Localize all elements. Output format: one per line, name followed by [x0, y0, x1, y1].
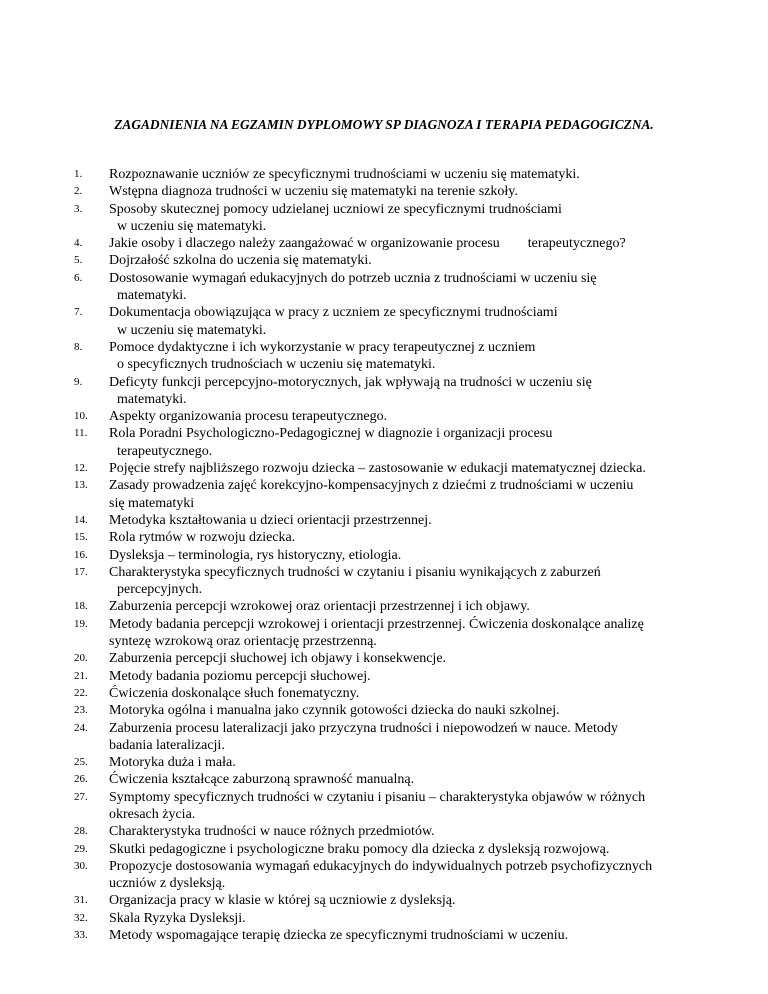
- list-item: [74, 408, 724, 425]
- list-item: [74, 720, 724, 755]
- list-item-text: Rola Poradni Psychologiczno-Pedagogicznej w diagnozie i organizacji procesu: [109, 426, 553, 442]
- list-item-number: 3.: [74, 202, 83, 215]
- list-item: [74, 754, 724, 771]
- list-item: [74, 529, 724, 546]
- list-item-number: 22.: [74, 686, 88, 699]
- list-item-text: Motoryka ogólna i manualna jako czynnik gotowości dziecka do nauki szkolnej.: [109, 703, 560, 719]
- list-item: [74, 201, 724, 236]
- list-item-number: 30.: [74, 859, 88, 872]
- list-item: [74, 685, 724, 702]
- list-item: [74, 668, 724, 685]
- list-item-text: uczniów z dysleksją.: [109, 876, 226, 892]
- list-item-number: 28.: [74, 825, 88, 838]
- list-item-text: Zaburzenia percepcji wzrokowej oraz orientacji przestrzennej i ich objawy.: [109, 599, 530, 615]
- list-item: [74, 547, 724, 564]
- list-item-text: Pomoce dydaktyczne i ich wykorzystanie w pracy terapeutycznej z uczniem: [109, 339, 536, 355]
- list-item: [74, 166, 724, 183]
- list-item: [74, 892, 724, 909]
- document-title: ZAGADNIENIA NA EGZAMIN DYPLOMOWY SP DIAGNOZA I TERAPIA PEDAGOGICZNA.: [114, 117, 654, 132]
- list-item-number: 9.: [74, 375, 83, 388]
- list-item-text: Motoryka duża i mała.: [109, 755, 236, 771]
- list-item-number: 26.: [74, 773, 88, 786]
- list-item-text: Charakterystyka trudności w nauce różnych przedmiotów.: [109, 824, 435, 840]
- list-item-text: Organizacja pracy w klasie w której są uczniowie z dysleksją.: [109, 893, 456, 909]
- list-item: [74, 910, 724, 927]
- topic-list: [74, 166, 724, 944]
- list-item-number: 8.: [74, 340, 83, 353]
- list-item-text: Deficyty funkcji percepcyjno-motorycznych, jak wpływają na trudności w uczeniu się: [109, 374, 592, 390]
- list-item: [74, 477, 724, 512]
- list-item-number: 31.: [74, 894, 88, 907]
- list-item: [74, 512, 724, 529]
- list-item-text: Skutki pedagogiczne i psychologiczne braku pomocy dla dziecka z dysleksją rozwojową.: [109, 841, 610, 857]
- list-item-number: 1.: [74, 168, 83, 180]
- list-item-text: Metody badania poziomu percepcji słuchowej.: [109, 668, 371, 684]
- list-item-text: okresach życia.: [109, 806, 196, 822]
- list-item-number: 11.: [74, 427, 88, 440]
- list-item-text: Symptomy specyficznych trudności w czytaniu i pisaniu – charakterystyka objawów w różnych: [109, 789, 646, 805]
- list-item-number: 17.: [74, 565, 88, 578]
- list-item: [74, 252, 724, 269]
- list-item-text: Metody wspomagające terapię dziecka ze specyficznymi trudnościami w uczeniu.: [109, 928, 569, 944]
- list-item-text: Rola rytmów w rozwoju dziecka.: [109, 530, 296, 546]
- list-item-text: Propozycje dostosowania wymagań edukacyjnych do indywidualnych potrzeb psychofizycznych: [109, 858, 653, 874]
- list-item: [74, 564, 724, 599]
- list-item-number: 33.: [74, 929, 88, 942]
- list-item-number: 25.: [74, 756, 88, 769]
- list-item: [74, 823, 724, 840]
- list-item-number: 13.: [74, 479, 88, 492]
- list-item-text: Metody badania percepcji wzrokowej i orientacji przestrzennej. Ćwiczenia doskonalące analizę: [109, 616, 644, 632]
- list-item-text: się matematyki: [109, 495, 195, 511]
- list-item-text: Ćwiczenia kształcące zaburzoną sprawność manualną.: [109, 772, 415, 788]
- list-item-number: 20.: [74, 652, 88, 665]
- list-item-text: Skala Ryzyka Dysleksji.: [109, 910, 246, 926]
- list-item-number: 10.: [74, 410, 88, 423]
- list-item: [74, 425, 724, 460]
- list-item-text: matematyki.: [117, 288, 187, 304]
- list-item-number: 2.: [74, 185, 83, 198]
- list-item-text: syntezę wzrokową oraz orientację przestrzenną.: [109, 634, 377, 650]
- list-item: [74, 858, 724, 893]
- list-item-number: 14.: [74, 513, 88, 526]
- list-item-number: 19.: [74, 617, 88, 630]
- list-item: [74, 235, 724, 252]
- list-item-text: Sposoby skutecznej pomocy udzielanej uczniowi ze specyficznymi trudnościami: [109, 201, 562, 217]
- list-item-number: 16.: [74, 548, 88, 561]
- list-item-text: Jakie osoby i dlaczego należy zaangażować w organizowanie procesu terapeutycznego?: [109, 236, 626, 252]
- list-item-text: Zaburzenia procesu lateralizacji jako przyczyna trudności i niepowodzeń w nauce. Metody: [109, 720, 618, 736]
- list-item-number: 18.: [74, 600, 88, 613]
- list-item-number: 4.: [74, 237, 83, 250]
- list-item-text: w uczeniu się matematyki.: [117, 322, 267, 338]
- list-item-text: badania lateralizacji.: [109, 737, 225, 753]
- list-item-text: terapeutycznego.: [117, 443, 213, 459]
- list-item: [74, 841, 724, 858]
- list-item: [74, 374, 724, 409]
- list-item-number: 7.: [74, 306, 83, 319]
- list-item-text: Wstępna diagnoza trudności w uczeniu się matematyki na terenie szkoły.: [109, 184, 518, 200]
- list-item-number: 32.: [74, 911, 88, 924]
- list-item-number: 12.: [74, 462, 88, 475]
- list-item-text: matematyki.: [117, 391, 187, 407]
- list-item-text: Dysleksja – terminologia, rys historyczny, etiologia.: [109, 547, 402, 563]
- list-item-text: w uczeniu się matematyki.: [117, 218, 267, 234]
- list-item-number: 24.: [74, 721, 88, 734]
- list-item-text: Zasady prowadzenia zajęć korekcyjno-kompensacyjnych z dziećmi z trudnościami w uczeniu: [109, 478, 634, 494]
- list-item-number: 15.: [74, 531, 88, 544]
- list-item-text: percepcyjnych.: [117, 582, 203, 598]
- list-item: [74, 183, 724, 200]
- list-item: [74, 270, 724, 305]
- list-item-number: 27.: [74, 790, 88, 803]
- list-item-number: 29.: [74, 842, 88, 855]
- list-item-text: Metodyka kształtowania u dzieci orientacji przestrzennej.: [109, 512, 432, 528]
- list-item: [74, 771, 724, 788]
- list-item: [74, 304, 724, 339]
- list-item-number: 5.: [74, 254, 83, 267]
- list-item-number: 23.: [74, 704, 88, 717]
- list-item: [74, 789, 724, 824]
- list-item: [74, 339, 724, 374]
- list-item-text: Rozpoznawanie uczniów ze specyficznymi trudnościami w uczeniu się matematyki.: [109, 167, 580, 182]
- list-item: [74, 650, 724, 667]
- list-item: [74, 927, 724, 944]
- list-item-text: Ćwiczenia doskonalące słuch fonematyczny.: [109, 685, 360, 701]
- list-item-text: Dojrzałość szkolna do uczenia się matematyki.: [109, 253, 372, 269]
- list-item: [74, 460, 724, 477]
- list-item-text: Dokumentacja obowiązująca w pracy z uczniem ze specyficznymi trudnościami: [109, 305, 558, 321]
- list-item-text: Pojęcie strefy najbliższego rozwoju dziecka – zastosowanie w edukacji matematycznej dziecka.: [109, 461, 646, 477]
- list-item-text: Zaburzenia percepcji słuchowej ich objawy i konsekwencje.: [109, 651, 447, 667]
- list-item-text: Aspekty organizowania procesu terapeutycznego.: [109, 409, 388, 425]
- list-item-text: Dostosowanie wymagań edukacyjnych do potrzeb ucznia z trudnościami w uczeniu się: [109, 270, 597, 286]
- list-item-number: 6.: [74, 271, 83, 284]
- list-item: [74, 598, 724, 615]
- list-item: [74, 702, 724, 719]
- list-item-text: Charakterystyka specyficznych trudności w czytaniu i pisaniu wynikających z zaburzeń: [109, 564, 601, 580]
- list-item-text: o specyficznych trudnościach w uczeniu się matematyki.: [117, 357, 436, 373]
- list-item: [74, 616, 724, 651]
- list-item-number: 21.: [74, 669, 88, 682]
